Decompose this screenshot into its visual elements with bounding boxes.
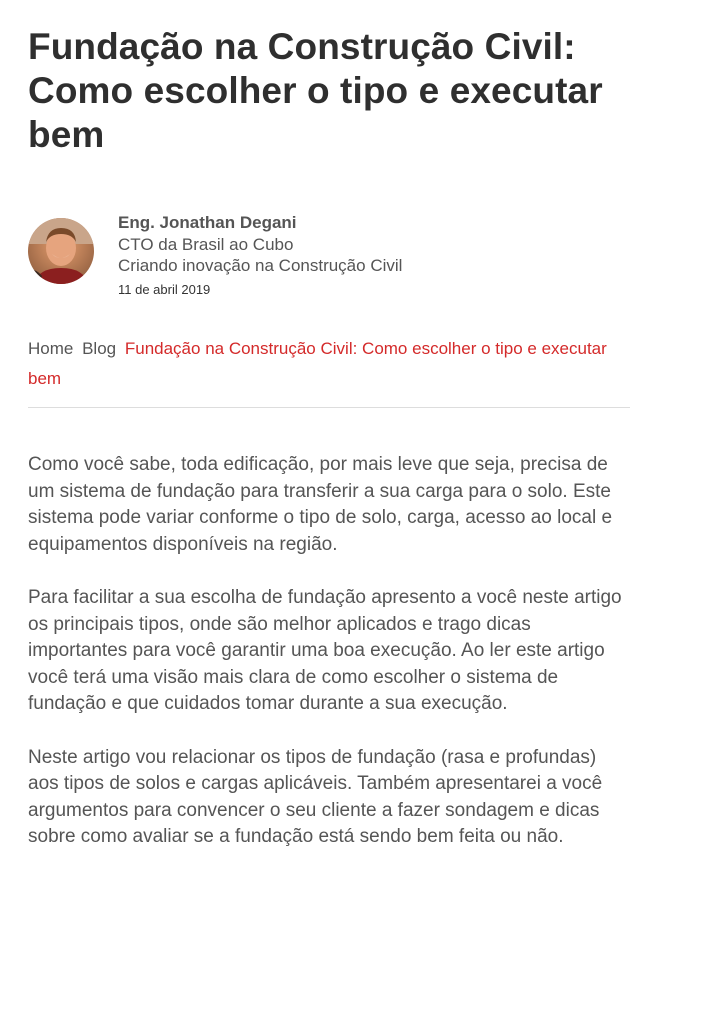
breadcrumb-current: Fundação na Construção Civil: Como escolher o tipo e executar bem [28, 339, 607, 388]
author-block [28, 212, 630, 302]
article-paragraph: Como você sabe, toda edificação, por mais leve que seja, precisa de um sistema de fundação para transferir a sua carga para o solo. Este sistema pode variar conforme o tipo de solo, carga, acesso ao local e equipamentos disponíveis na região. [28, 454, 613, 555]
author-avatar[interactable] [28, 218, 94, 284]
publish-date: 11 de abril 2019 [118, 282, 211, 297]
author-name[interactable]: Eng. Jonathan Degani [118, 213, 297, 232]
author-tagline: Criando inovação na Construção Civil [118, 256, 403, 275]
breadcrumb-home-link[interactable]: Home [28, 339, 74, 358]
article-paragraph: Para facilitar a sua escolha de fundação apresento a você neste artigo os principais tipos, onde são melhor aplicados e trago dicas importantes para você garantir uma boa execução. Ao ler este artigo você terá uma visão mais clara de como escolher o sistema de fundação e que cuidados tomar durante a sua execução. [28, 587, 622, 714]
author-role: CTO da Brasil ao Cubo [118, 235, 294, 254]
avatar-photo-icon [28, 218, 94, 284]
breadcrumb-blog-link[interactable]: Blog [82, 339, 117, 358]
breadcrumb [28, 334, 630, 408]
article-title: Fundação na Construção Civil: Como escolher o tipo e executar bem [28, 26, 603, 155]
article-paragraph: Neste artigo vou relacionar os tipos de fundação (rasa e profundas) aos tipos de solos e cargas aplicáveis. Também apresentarei a você argumentos para convencer o seu cliente a fazer sondagem e dicas sobre como avaliar se a fundação está sendo bem feita ou não. [28, 746, 603, 847]
author-info [118, 212, 402, 298]
article-content [28, 452, 630, 851]
